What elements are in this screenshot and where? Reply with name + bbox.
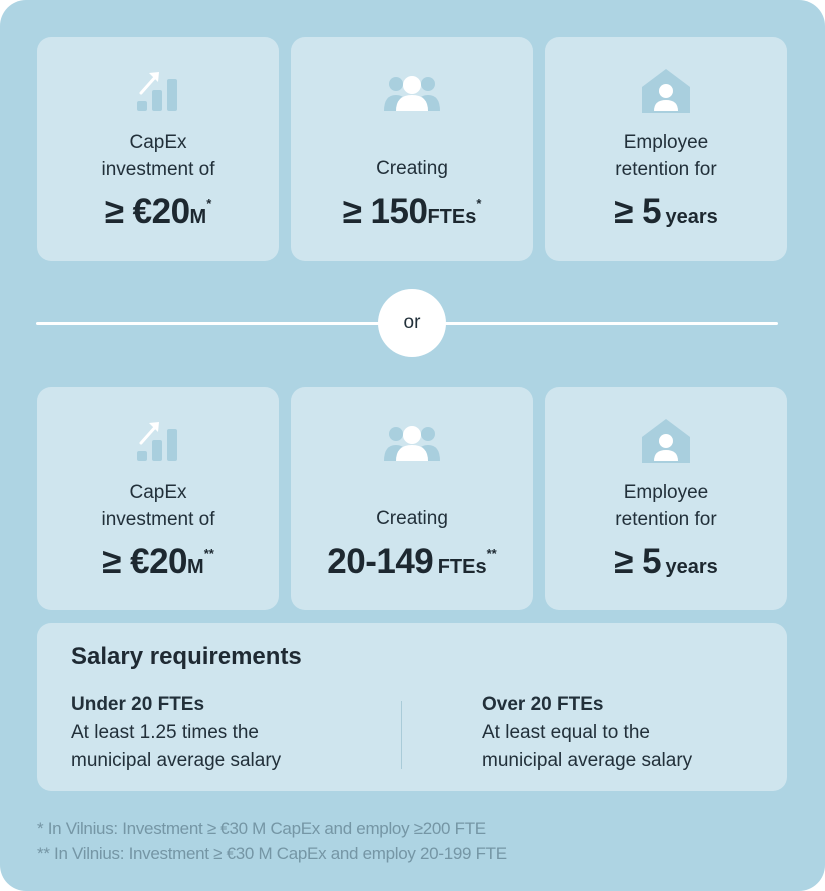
- capex-value: ≥ €20M*: [104, 192, 212, 231]
- salary-under-20: [71, 691, 281, 775]
- growth-chart-icon: [135, 67, 181, 113]
- capex-label-line2: investment of: [101, 159, 215, 180]
- capex-value: ≥ €20M**: [102, 542, 214, 581]
- fte-card: [291, 37, 533, 261]
- column-divider: [401, 701, 402, 769]
- capex-label-line1: CapEx: [129, 132, 187, 153]
- retention-value: ≥ 5 years: [614, 192, 718, 231]
- footnote-single-star: * In Vilnius: Investment ≥ €30 M CapEx and employ ≥200 FTE: [37, 819, 486, 838]
- capex-card: [37, 387, 279, 610]
- retention-card: [545, 387, 787, 610]
- capex-label-line1: CapEx: [129, 482, 187, 503]
- salary-under-20-line1: At least 1.25 times the: [71, 722, 259, 743]
- footnote-double-star: ** In Vilnius: Investment ≥ €30 M CapEx and employ 20-199 FTE: [37, 844, 507, 863]
- capex-label-line2: investment of: [101, 509, 215, 530]
- salary-requirements-card: [37, 623, 787, 791]
- salary-under-20-line2: municipal average salary: [71, 750, 282, 771]
- capex-card: [37, 37, 279, 261]
- retention-label-line1: Employee: [623, 482, 709, 503]
- growth-chart-icon: [135, 417, 181, 463]
- salary-over-20: [482, 691, 692, 775]
- house-person-icon: [642, 419, 690, 463]
- salary-over-20-line2: municipal average salary: [482, 750, 693, 771]
- people-icon: [384, 423, 440, 463]
- salary-under-20-head: Under 20 FTEs: [71, 694, 205, 715]
- people-icon: [384, 73, 440, 113]
- retention-label-line2: retention for: [615, 159, 717, 180]
- fte-value: ≥ 150FTEs*: [342, 192, 482, 231]
- salary-over-20-line1: At least equal to the: [482, 722, 650, 743]
- house-person-icon: [642, 69, 690, 113]
- fte-card: [291, 387, 533, 610]
- or-divider: or: [378, 289, 446, 357]
- fte-value: 20-149 FTEs**: [327, 542, 497, 581]
- salary-over-20-head: Over 20 FTEs: [482, 694, 604, 715]
- retention-label-line1: Employee: [623, 132, 709, 153]
- fte-label: Creating: [376, 158, 448, 179]
- retention-value: ≥ 5 years: [614, 542, 718, 581]
- fte-label: Creating: [376, 508, 448, 529]
- retention-card: [545, 37, 787, 261]
- salary-title: Salary requirements: [71, 643, 302, 670]
- retention-label-line2: retention for: [615, 509, 717, 530]
